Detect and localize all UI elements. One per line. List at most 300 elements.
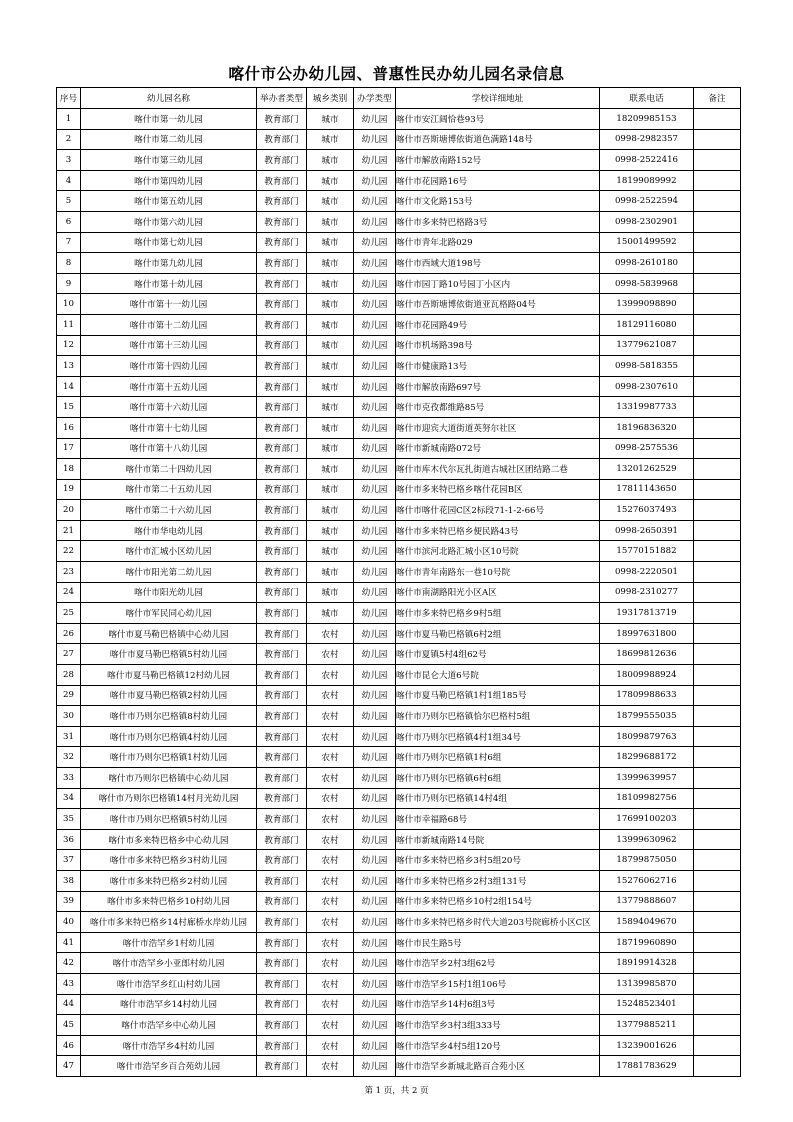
cell-address: 喀什市乃则尔巴格镇1村6组	[396, 747, 600, 768]
cell-phone: 18129116080	[600, 314, 694, 335]
table-body	[57, 109, 741, 1077]
cell-school-type: 幼儿园	[354, 479, 396, 500]
cell-organizer-type: 教育部门	[257, 335, 307, 356]
table-row	[57, 582, 741, 603]
cell-remarks	[694, 870, 741, 891]
cell-address: 喀什市乃则尔巴格镇14村4组	[396, 788, 600, 809]
cell-address: 喀什市浩罕乡4村5组120号	[396, 1035, 600, 1056]
table-row	[57, 891, 741, 912]
cell-phone: 13201262529	[600, 459, 694, 480]
cell-phone: 18699812636	[600, 644, 694, 665]
cell-remarks	[694, 644, 741, 665]
cell-school-type: 幼儿园	[354, 994, 396, 1015]
cell-address: 喀什市安江阔恰巷93号	[396, 109, 600, 130]
cell-phone: 15276062716	[600, 870, 694, 891]
table-row	[57, 150, 741, 171]
cell-address: 喀什市浩罕乡新城北路百合苑小区	[396, 1056, 600, 1077]
table-row	[57, 500, 741, 521]
cell-phone: 15001499592	[600, 232, 694, 253]
table-row	[57, 1056, 741, 1077]
cell-urban-rural: 城市	[307, 376, 354, 397]
cell-urban-rural: 城市	[307, 356, 354, 377]
cell-organizer-type: 教育部门	[257, 665, 307, 686]
column-header-school-type: 办学类型	[354, 88, 396, 109]
cell-index: 30	[57, 706, 81, 727]
cell-urban-rural: 城市	[307, 314, 354, 335]
cell-school-type: 幼儿园	[354, 273, 396, 294]
cell-phone: 0998-5818355	[600, 356, 694, 377]
cell-kindergarten-name: 喀什市第四幼儿园	[81, 170, 257, 191]
cell-index: 29	[57, 685, 81, 706]
cell-organizer-type: 教育部门	[257, 768, 307, 789]
cell-organizer-type: 教育部门	[257, 150, 307, 171]
cell-organizer-type: 教育部门	[257, 253, 307, 274]
cell-address: 喀什市乃则尔巴格镇恰尔巴格村5组	[396, 706, 600, 727]
cell-remarks	[694, 541, 741, 562]
cell-organizer-type: 教育部门	[257, 211, 307, 232]
cell-phone: 13319987733	[600, 397, 694, 418]
cell-address: 喀什市机场路398号	[396, 335, 600, 356]
cell-urban-rural: 城市	[307, 109, 354, 130]
cell-urban-rural: 城市	[307, 562, 354, 583]
cell-school-type: 幼儿园	[354, 1035, 396, 1056]
cell-urban-rural: 农村	[307, 870, 354, 891]
cell-school-type: 幼儿园	[354, 170, 396, 191]
cell-school-type: 幼儿园	[354, 335, 396, 356]
cell-index: 18	[57, 459, 81, 480]
cell-remarks	[694, 809, 741, 830]
cell-remarks	[694, 129, 741, 150]
cell-phone: 0998-2302901	[600, 211, 694, 232]
cell-kindergarten-name: 喀什市乃则尔巴格镇14村月光幼儿园	[81, 788, 257, 809]
cell-kindergarten-name: 喀什市浩罕乡4村幼儿园	[81, 1035, 257, 1056]
cell-school-type: 幼儿园	[354, 829, 396, 850]
cell-index: 21	[57, 520, 81, 541]
cell-address: 喀什市健康路13号	[396, 356, 600, 377]
cell-address: 喀什市多来特巴格乡便民路43号	[396, 520, 600, 541]
cell-organizer-type: 教育部门	[257, 994, 307, 1015]
cell-remarks	[694, 623, 741, 644]
table-row	[57, 232, 741, 253]
cell-kindergarten-name: 喀什市夏马勒巴格镇中心幼儿园	[81, 623, 257, 644]
cell-urban-rural: 农村	[307, 706, 354, 727]
cell-remarks	[694, 665, 741, 686]
table-row	[57, 417, 741, 438]
cell-school-type: 幼儿园	[354, 747, 396, 768]
cell-remarks	[694, 479, 741, 500]
cell-phone: 18719960890	[600, 932, 694, 953]
cell-organizer-type: 教育部门	[257, 850, 307, 871]
table-row	[57, 809, 741, 830]
cell-kindergarten-name: 喀什市第六幼儿园	[81, 211, 257, 232]
cell-school-type: 幼儿园	[354, 314, 396, 335]
cell-address: 喀什市花园路16号	[396, 170, 600, 191]
table-row	[57, 870, 741, 891]
cell-index: 34	[57, 788, 81, 809]
cell-address: 喀什市迎宾大道街道英努尔社区	[396, 417, 600, 438]
table-row	[57, 438, 741, 459]
cell-organizer-type: 教育部门	[257, 397, 307, 418]
cell-kindergarten-name: 喀什市第二十四幼儿园	[81, 459, 257, 480]
table-header-row	[57, 88, 741, 109]
cell-index: 23	[57, 562, 81, 583]
cell-phone: 0998-2220501	[600, 562, 694, 583]
table-row	[57, 170, 741, 191]
cell-urban-rural: 城市	[307, 438, 354, 459]
cell-remarks	[694, 932, 741, 953]
cell-urban-rural: 农村	[307, 1015, 354, 1036]
table-row	[57, 994, 741, 1015]
cell-urban-rural: 农村	[307, 850, 354, 871]
cell-index: 19	[57, 479, 81, 500]
cell-phone: 13999630962	[600, 829, 694, 850]
cell-phone: 15894049670	[600, 912, 694, 933]
cell-remarks	[694, 788, 741, 809]
cell-urban-rural: 农村	[307, 829, 354, 850]
cell-organizer-type: 教育部门	[257, 191, 307, 212]
cell-organizer-type: 教育部门	[257, 459, 307, 480]
cell-kindergarten-name: 喀什市多来特巴格乡14村廊桥水岸幼儿园	[81, 912, 257, 933]
cell-organizer-type: 教育部门	[257, 294, 307, 315]
cell-school-type: 幼儿园	[354, 109, 396, 130]
cell-organizer-type: 教育部门	[257, 932, 307, 953]
cell-kindergarten-name: 喀什市第二十六幼儿园	[81, 500, 257, 521]
cell-urban-rural: 城市	[307, 479, 354, 500]
cell-organizer-type: 教育部门	[257, 726, 307, 747]
cell-kindergarten-name: 喀什市多来特巴格乡中心幼儿园	[81, 829, 257, 850]
cell-kindergarten-name: 喀什市乃则尔巴格镇1村幼儿园	[81, 747, 257, 768]
column-header-urban-rural: 城乡类别	[307, 88, 354, 109]
table-row	[57, 726, 741, 747]
cell-school-type: 幼儿园	[354, 768, 396, 789]
cell-index: 12	[57, 335, 81, 356]
cell-school-type: 幼儿园	[354, 397, 396, 418]
cell-remarks	[694, 335, 741, 356]
cell-remarks	[694, 294, 741, 315]
cell-urban-rural: 农村	[307, 891, 354, 912]
cell-phone: 17699100203	[600, 809, 694, 830]
cell-school-type: 幼儿园	[354, 726, 396, 747]
cell-urban-rural: 农村	[307, 747, 354, 768]
table-row	[57, 376, 741, 397]
cell-index: 4	[57, 170, 81, 191]
cell-kindergarten-name: 喀什市夏马勒巴格镇12村幼儿园	[81, 665, 257, 686]
table-row	[57, 706, 741, 727]
cell-index: 24	[57, 582, 81, 603]
cell-remarks	[694, 170, 741, 191]
cell-school-type: 幼儿园	[354, 459, 396, 480]
cell-urban-rural: 城市	[307, 500, 354, 521]
cell-organizer-type: 教育部门	[257, 953, 307, 974]
cell-organizer-type: 教育部门	[257, 603, 307, 624]
cell-kindergarten-name: 喀什市浩罕乡小亚郎村幼儿园	[81, 953, 257, 974]
cell-kindergarten-name: 喀什市第十六幼儿园	[81, 397, 257, 418]
cell-school-type: 幼儿园	[354, 706, 396, 727]
cell-kindergarten-name: 喀什市乃则尔巴格镇8村幼儿园	[81, 706, 257, 727]
cell-phone: 0998-2575536	[600, 438, 694, 459]
cell-kindergarten-name: 喀什市多来特巴格乡2村幼儿园	[81, 870, 257, 891]
table-row	[57, 1015, 741, 1036]
cell-school-type: 幼儿园	[354, 644, 396, 665]
cell-address: 喀什市西域大道198号	[396, 253, 600, 274]
cell-index: 28	[57, 665, 81, 686]
cell-remarks	[694, 912, 741, 933]
cell-urban-rural: 城市	[307, 191, 354, 212]
cell-kindergarten-name: 喀什市乃则尔巴格镇4村幼儿园	[81, 726, 257, 747]
cell-urban-rural: 农村	[307, 953, 354, 974]
cell-remarks	[694, 273, 741, 294]
table-row	[57, 191, 741, 212]
cell-index: 39	[57, 891, 81, 912]
cell-school-type: 幼儿园	[354, 376, 396, 397]
table-row	[57, 211, 741, 232]
page-footer: 第 1 页，共 2 页	[364, 1086, 429, 1096]
cell-organizer-type: 教育部门	[257, 417, 307, 438]
cell-phone: 13999639957	[600, 768, 694, 789]
cell-address: 喀什市多来特巴格路3号	[396, 211, 600, 232]
cell-phone: 17881783629	[600, 1056, 694, 1077]
cell-address: 喀什市多来特巴格乡喀什花园B区	[396, 479, 600, 500]
cell-urban-rural: 城市	[307, 520, 354, 541]
cell-index: 25	[57, 603, 81, 624]
cell-kindergarten-name: 喀什市华电幼儿园	[81, 520, 257, 541]
cell-address: 喀什市多来特巴格乡3村5组20号	[396, 850, 600, 871]
cell-address: 喀什市克孜都维路85号	[396, 397, 600, 418]
cell-organizer-type: 教育部门	[257, 809, 307, 830]
cell-remarks	[694, 314, 741, 335]
table-row	[57, 314, 741, 335]
table-row	[57, 109, 741, 130]
cell-school-type: 幼儿园	[354, 912, 396, 933]
table-row	[57, 479, 741, 500]
cell-address: 喀什市浩罕乡2村3组62号	[396, 953, 600, 974]
table-row	[57, 335, 741, 356]
table-row	[57, 253, 741, 274]
cell-remarks	[694, 459, 741, 480]
cell-remarks	[694, 726, 741, 747]
cell-kindergarten-name: 喀什市第二十五幼儿园	[81, 479, 257, 500]
cell-phone: 13999098890	[600, 294, 694, 315]
cell-school-type: 幼儿园	[354, 953, 396, 974]
cell-phone: 0998-2310277	[600, 582, 694, 603]
cell-organizer-type: 教育部门	[257, 356, 307, 377]
cell-kindergarten-name: 喀什市第十七幼儿园	[81, 417, 257, 438]
cell-index: 9	[57, 273, 81, 294]
cell-phone: 0998-2650391	[600, 520, 694, 541]
cell-phone: 18799875050	[600, 850, 694, 871]
cell-phone: 18299688172	[600, 747, 694, 768]
cell-phone: 18196836320	[600, 417, 694, 438]
cell-organizer-type: 教育部门	[257, 747, 307, 768]
column-header-phone: 联系电话	[600, 88, 694, 109]
cell-remarks	[694, 953, 741, 974]
cell-school-type: 幼儿园	[354, 850, 396, 871]
cell-index: 14	[57, 376, 81, 397]
cell-organizer-type: 教育部门	[257, 685, 307, 706]
cell-remarks	[694, 829, 741, 850]
cell-kindergarten-name: 喀什市第十八幼儿园	[81, 438, 257, 459]
cell-index: 7	[57, 232, 81, 253]
cell-index: 15	[57, 397, 81, 418]
cell-school-type: 幼儿园	[354, 1015, 396, 1036]
cell-index: 45	[57, 1015, 81, 1036]
cell-address: 喀什市浩罕乡15村1组106号	[396, 973, 600, 994]
cell-address: 喀什市滨河北路汇城小区10号院	[396, 541, 600, 562]
cell-remarks	[694, 1056, 741, 1077]
cell-school-type: 幼儿园	[354, 417, 396, 438]
table-row	[57, 768, 741, 789]
cell-school-type: 幼儿园	[354, 150, 396, 171]
cell-school-type: 幼儿园	[354, 788, 396, 809]
cell-urban-rural: 城市	[307, 459, 354, 480]
cell-organizer-type: 教育部门	[257, 1015, 307, 1036]
cell-phone: 18199089992	[600, 170, 694, 191]
cell-address: 喀什市文化路153号	[396, 191, 600, 212]
cell-index: 8	[57, 253, 81, 274]
cell-organizer-type: 教育部门	[257, 1035, 307, 1056]
cell-kindergarten-name: 喀什市军民同心幼儿园	[81, 603, 257, 624]
cell-kindergarten-name: 喀什市第十二幼儿园	[81, 314, 257, 335]
cell-kindergarten-name: 喀什市夏马勒巴格镇5村幼儿园	[81, 644, 257, 665]
table-row	[57, 850, 741, 871]
cell-school-type: 幼儿园	[354, 500, 396, 521]
cell-index: 27	[57, 644, 81, 665]
cell-index: 10	[57, 294, 81, 315]
cell-urban-rural: 城市	[307, 273, 354, 294]
cell-urban-rural: 农村	[307, 809, 354, 830]
cell-address: 喀什市园丁路10号园丁小区内	[396, 273, 600, 294]
cell-remarks	[694, 706, 741, 727]
cell-urban-rural: 城市	[307, 232, 354, 253]
cell-organizer-type: 教育部门	[257, 129, 307, 150]
cell-remarks	[694, 685, 741, 706]
cell-phone: 15276037493	[600, 500, 694, 521]
cell-kindergarten-name: 喀什市第七幼儿园	[81, 232, 257, 253]
cell-urban-rural: 农村	[307, 726, 354, 747]
column-header-remarks: 备注	[694, 88, 741, 109]
cell-remarks	[694, 232, 741, 253]
cell-index: 3	[57, 150, 81, 171]
cell-phone: 18209985153	[600, 109, 694, 130]
cell-urban-rural: 城市	[307, 211, 354, 232]
cell-urban-rural: 农村	[307, 1056, 354, 1077]
cell-school-type: 幼儿园	[354, 191, 396, 212]
cell-organizer-type: 教育部门	[257, 520, 307, 541]
cell-address: 喀什市吾斯塘博依街道色满路148号	[396, 129, 600, 150]
cell-school-type: 幼儿园	[354, 294, 396, 315]
cell-remarks	[694, 356, 741, 377]
cell-remarks	[694, 397, 741, 418]
cell-school-type: 幼儿园	[354, 623, 396, 644]
cell-address: 喀什市夏镇5村4组62号	[396, 644, 600, 665]
cell-remarks	[694, 994, 741, 1015]
cell-address: 喀什市库木代尔瓦扎街道古城社区团结路二巷	[396, 459, 600, 480]
cell-phone: 13139985870	[600, 973, 694, 994]
table-row	[57, 541, 741, 562]
cell-address: 喀什市昆仑大道6号院	[396, 665, 600, 686]
cell-urban-rural: 城市	[307, 603, 354, 624]
cell-remarks	[694, 747, 741, 768]
cell-kindergarten-name: 喀什市浩罕乡中心幼儿园	[81, 1015, 257, 1036]
table-row	[57, 747, 741, 768]
cell-school-type: 幼儿园	[354, 603, 396, 624]
cell-index: 16	[57, 417, 81, 438]
table-row	[57, 273, 741, 294]
table-row	[57, 623, 741, 644]
cell-phone: 0998-2522594	[600, 191, 694, 212]
cell-school-type: 幼儿园	[354, 973, 396, 994]
cell-remarks	[694, 520, 741, 541]
cell-remarks	[694, 850, 741, 871]
cell-index: 36	[57, 829, 81, 850]
document-title: 喀什市公办幼儿园、普惠性民办幼儿园名录信息	[228, 65, 565, 83]
cell-kindergarten-name: 喀什市乃则尔巴格镇中心幼儿园	[81, 768, 257, 789]
cell-urban-rural: 城市	[307, 417, 354, 438]
cell-school-type: 幼儿园	[354, 232, 396, 253]
cell-school-type: 幼儿园	[354, 932, 396, 953]
cell-organizer-type: 教育部门	[257, 623, 307, 644]
cell-school-type: 幼儿园	[354, 211, 396, 232]
cell-remarks	[694, 1015, 741, 1036]
cell-organizer-type: 教育部门	[257, 973, 307, 994]
cell-index: 43	[57, 973, 81, 994]
cell-kindergarten-name: 喀什市第十四幼儿园	[81, 356, 257, 377]
cell-address: 喀什市青年北路029	[396, 232, 600, 253]
cell-index: 42	[57, 953, 81, 974]
table-row	[57, 520, 741, 541]
cell-school-type: 幼儿园	[354, 520, 396, 541]
cell-urban-rural: 农村	[307, 685, 354, 706]
cell-address: 喀什市夏马勒巴格镇6村2组	[396, 623, 600, 644]
cell-index: 11	[57, 314, 81, 335]
cell-address: 喀什市新城南路072号	[396, 438, 600, 459]
cell-kindergarten-name: 喀什市多来特巴格乡10村幼儿园	[81, 891, 257, 912]
cell-kindergarten-name: 喀什市第五幼儿园	[81, 191, 257, 212]
cell-phone: 0998-2307610	[600, 376, 694, 397]
cell-phone: 17809988633	[600, 685, 694, 706]
cell-organizer-type: 教育部门	[257, 109, 307, 130]
cell-address: 喀什市解放南路152号	[396, 150, 600, 171]
cell-urban-rural: 城市	[307, 335, 354, 356]
table-row	[57, 356, 741, 377]
cell-index: 13	[57, 356, 81, 377]
cell-phone: 13779885211	[600, 1015, 694, 1036]
cell-kindergarten-name: 喀什市第九幼儿园	[81, 253, 257, 274]
cell-index: 6	[57, 211, 81, 232]
cell-address: 喀什市青年南路东一巷10号院	[396, 562, 600, 583]
cell-urban-rural: 农村	[307, 768, 354, 789]
cell-address: 喀什市喀什花园C区2标段71-1-2-66号	[396, 500, 600, 521]
cell-kindergarten-name: 喀什市乃则尔巴格镇5村幼儿园	[81, 809, 257, 830]
cell-phone: 13779888607	[600, 891, 694, 912]
cell-urban-rural: 农村	[307, 623, 354, 644]
cell-phone: 18009988924	[600, 665, 694, 686]
table-row	[57, 1035, 741, 1056]
cell-urban-rural: 城市	[307, 170, 354, 191]
cell-kindergarten-name: 喀什市第二幼儿园	[81, 129, 257, 150]
cell-kindergarten-name: 喀什市第十幼儿园	[81, 273, 257, 294]
cell-organizer-type: 教育部门	[257, 479, 307, 500]
table-row	[57, 603, 741, 624]
cell-address: 喀什市多来特巴格乡时代大道203号院廊桥小区C区	[396, 912, 600, 933]
cell-remarks	[694, 500, 741, 521]
table-row	[57, 953, 741, 974]
cell-urban-rural: 城市	[307, 253, 354, 274]
cell-remarks	[694, 211, 741, 232]
cell-urban-rural: 农村	[307, 932, 354, 953]
cell-address: 喀什市浩罕乡14村6组3号	[396, 994, 600, 1015]
cell-phone: 13239001626	[600, 1035, 694, 1056]
